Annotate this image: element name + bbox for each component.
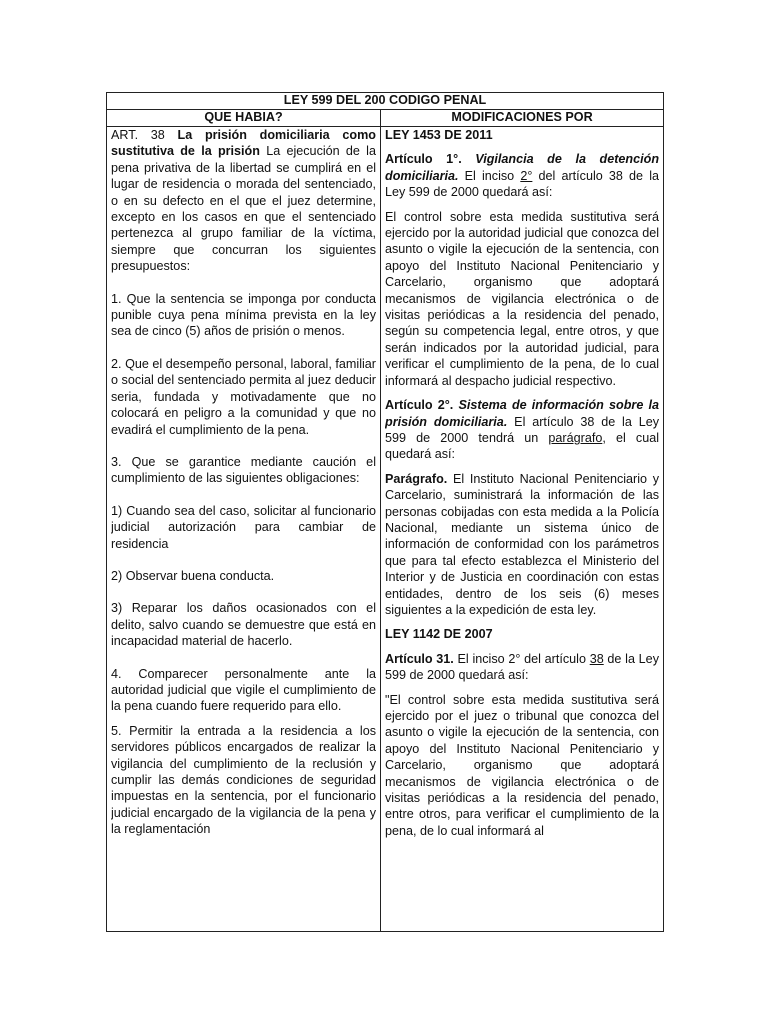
article-2-body-post: , el cual quedará así: <box>385 430 660 462</box>
article-1-intro <box>385 151 659 200</box>
comparison-table <box>106 92 664 932</box>
article-31-body-pre: El inciso 2° del artículo <box>453 651 590 666</box>
article-38-body: La ejecución de la pena privativa de la libertad se cumplirá en el lugar de residencia o morada del sentenciado, o en su defecto en el que el juez determine, excepto en los casos en que el sentenciado pertenezca al grupo familiar de la víctima, siempre que concurran los siguientes presupuestos: <box>111 144 376 274</box>
left-column <box>107 127 381 932</box>
header-que-habia: QUE HABIA? <box>107 110 381 127</box>
header-modificaciones: MODIFICACIONES POR <box>381 110 664 127</box>
paragrafo-text <box>385 471 659 619</box>
article-2-intro <box>385 397 659 463</box>
article-31-body-post: de la Ley 599 de 2000 quedará así: <box>385 651 659 683</box>
article-31-label: Artículo 31. <box>385 651 454 666</box>
article-1-title: Vigilancia de la detención domiciliaria. <box>385 152 660 183</box>
article-1-label: Artículo 1°. <box>385 152 462 167</box>
article-1-text: El control sobre esta medida sustitutiva será ejercido por la autoridad judicial que conozca del asunto o vigile la ejecución de la sentencia, con apoyo del Instituto Nacional Penitenciario y Carcelario, organismo que adoptará mecanismos de vigilancia electrónica o de visitas periódicas a la residencia del penado, según su competencia legal, entre otros, y que serán indicados por la autoridad judicial, para verificar el cumplimiento de la pena, de lo cual informará al despacho judicial respectivo. <box>385 209 660 388</box>
article-1-body-pre: El inciso <box>458 168 521 183</box>
article-1-body-post: del artículo 38 de la Ley 599 de 2000 quedará así: <box>385 168 660 200</box>
table-title: LEY 599 DEL 200 CODIGO PENAL <box>107 93 664 110</box>
paragrafo-link[interactable]: parágrafo <box>548 430 603 445</box>
article-38-link[interactable]: 38 <box>589 651 604 666</box>
article-2-body-pre: El artículo 38 de la Ley 599 de 2000 tendrá un <box>385 414 660 445</box>
article-2-label: Artículo 2°. <box>385 398 454 413</box>
article-1-inciso-link[interactable]: 2° <box>520 168 533 183</box>
requirement-2: 2. Que el desempeño personal, laboral, familiar o social del sentenciado permita al juez deducir seria, fundada y motivadamente que no colocará en peligro a la comunidad y que no evadirá el cumplimiento de la pena. <box>111 356 376 437</box>
obligation-3: 3) Reparar los daños ocasionados con el delito, salvo cuando se demuestre que está en incapacidad material de hacerlo. <box>111 601 376 649</box>
requirement-3: 3. Que se garantice mediante caución el cumplimiento de las siguientes obligaciones: <box>111 454 376 486</box>
requirement-4: 4. Comparecer personalmente ante la autoridad judicial que vigile el cumplimiento de la pena cuando fuere requerido para ello. <box>111 666 376 714</box>
law-1142-heading: LEY 1142 DE 2007 <box>385 627 493 642</box>
article-31-intro <box>385 651 659 684</box>
article-38-title: La prisión domiciliaria como sustitutiva de la prisión <box>111 128 376 159</box>
requirement-1: 1. Que la sentencia se imponga por conducta punible cuya pena mínima prevista en la ley sea de cinco (5) años de prisión o menos. <box>111 291 376 339</box>
paragrafo-label: Parágrafo. <box>385 471 448 486</box>
obligation-2: 2) Observar buena conducta. <box>111 568 275 583</box>
article-2-title: Sistema de información sobre la prisión domiciliaria. <box>385 398 660 429</box>
obligation-1: 1) Cuando sea del caso, solicitar al funcionario judicial autorización para cambiar de residencia <box>111 503 376 551</box>
article-31-text: "El control sobre esta medida sustitutiva será ejercido por el juez o tribunal que conozca del asunto o vigile la ejecución de la sentencia, con apoyo del Instituto Nacional Penitenciario y Carcelario, organismo que adoptará mecanismos de vigilancia electrónica o de visitas periódicas a la residencia del penado, entre otros, para verificar el cumplimiento de la pena, de lo cual informará al <box>385 692 660 838</box>
law-1453-heading: LEY 1453 DE 2011 <box>385 128 493 142</box>
article-38-prefix: ART. 38 <box>111 128 178 142</box>
requirement-5: 5. Permitir la entrada a la residencia a los servidores públicos encargados de realizar la vigilancia del cumplimiento de la reclusión y cumplir las demás condiciones de seguridad impuestas en la sentencia, por el funcionario judicial encargado de la vigilancia de la pena y la reglamentación <box>111 723 376 837</box>
paragrafo-body: El Instituto Nacional Penitenciario y Carcelario, suministrará la información de las personas cobijadas con esta medida a la Policía Nacional, mediante un sistema único de información de conformidad con los parámetros que para tal efecto establezca el Ministerio del Interior y de Justicia en coordinación con estas entidades, dentro de los seis (6) meses siguientes a la expedición de esta ley. <box>385 471 660 617</box>
article-38-paragraph <box>111 127 376 275</box>
right-column <box>381 127 664 932</box>
